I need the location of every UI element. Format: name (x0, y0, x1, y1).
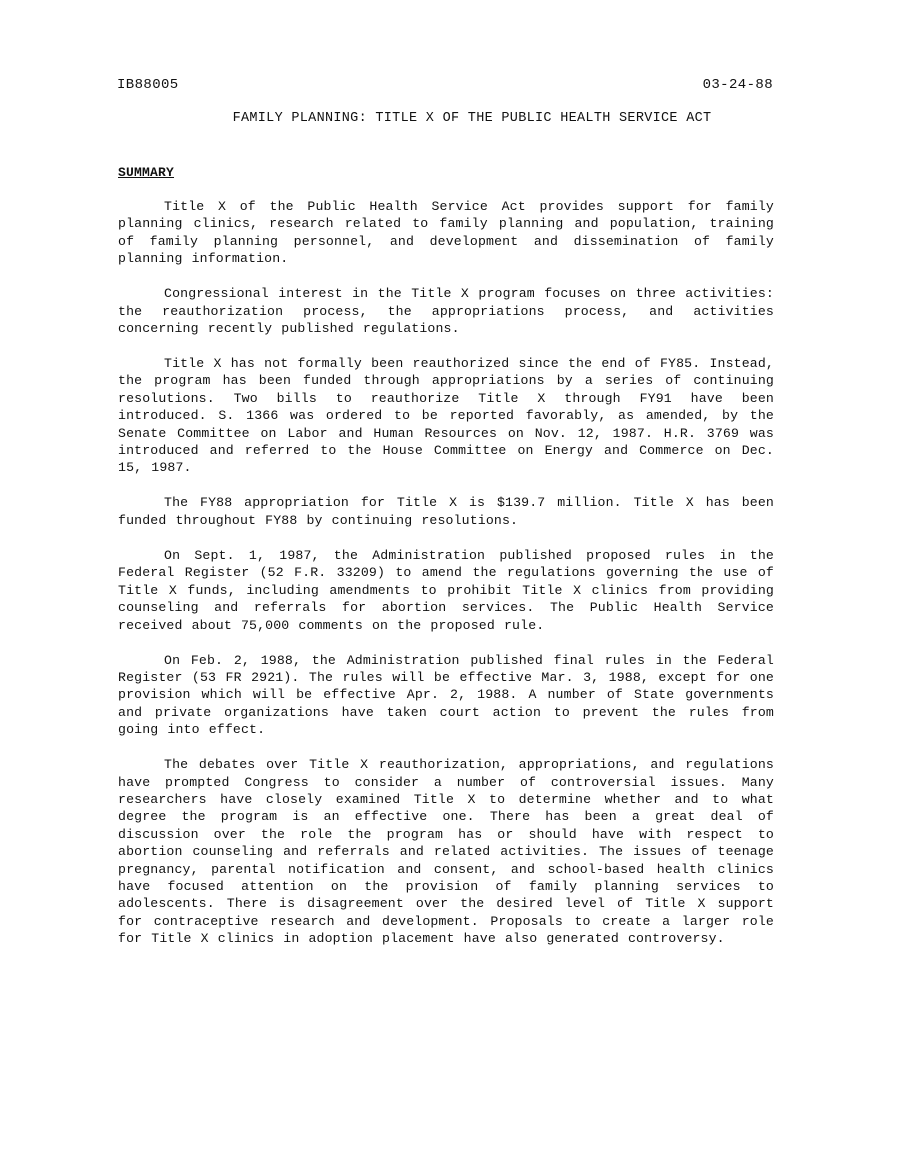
document-date: 03-24-88 (702, 77, 773, 93)
summary-heading: SUMMARY (118, 165, 175, 180)
summary-paragraph-5: On Sept. 1, 1987, the Administration published proposed rules in the Federal Register (52 F.R. 33209) to amend the regulations governing the use of Title X funds, including amendments to prohibit Title X clinics from providing counseling and referrals for abortion services. The Public Health Service received about 75,000 comments on the proposed rule. (118, 547, 774, 633)
summary-body (118, 198, 774, 965)
document-title: FAMILY PLANNING: TITLE X OF THE PUBLIC HEALTH SERVICE ACT (232, 111, 712, 126)
summary-paragraph-3: Title X has not formally been reauthorized since the end of FY85. Instead, the program has been funded through appropriations by a series of continuing resolutions. Two bills to reauthorize Title X through FY91 have been introduced. S. 1366 was ordered to be reported favorably, as amended, by the Senate Committee on Labor and Human Resources on Nov. 12, 1987. H.R. 3769 was introduced and referred to the House Committee on Energy and Commerce on Dec. 15, 1987. (118, 356, 774, 476)
summary-paragraph-4: The FY88 appropriation for Title X is $139.7 million. Title X has been funded throughout FY88 by continuing resolutions. (118, 495, 774, 528)
summary-paragraph-6: On Feb. 2, 1988, the Administration published final rules in the Federal Register (53 FR 2921). The rules will be effective Mar. 3, 1988, except for one provision which will be effective Apr. 2, 1988. A number of State governments and private organizations have taken court action to prevent the rules from going into effect. (118, 652, 774, 738)
summary-paragraph-1: Title X of the Public Health Service Act provides support for family planning clinics, research related to family planning and population, training of family planning personnel, and development and dissemination of family planning information. (118, 199, 774, 267)
document-id: IB88005 (117, 77, 179, 93)
summary-paragraph-2: Congressional interest in the Title X program focuses on three activities: the reauthorization process, the appropriations process, and activities concerning recently published regulations. (118, 286, 774, 337)
summary-paragraph-7: The debates over Title X reauthorization, appropriations, and regulations have prompted Congress to consider a number of controversial issues. Many researchers have closely examined Title X to determine whether and to what degree the program is an effective one. There has been a great deal of discussion over the role the program has or should have with respect to abortion counseling and referrals and related activities. The issues of teenage pregnancy, parental notification and consent, and school-based health clinics have focused attention on the provision of family planning services to adolescents. There is disagreement over the desired level of Title X support for contraceptive research and development. Proposals to create a larger role for Title X clinics in adoption placement have also generated controversy. (118, 757, 774, 947)
